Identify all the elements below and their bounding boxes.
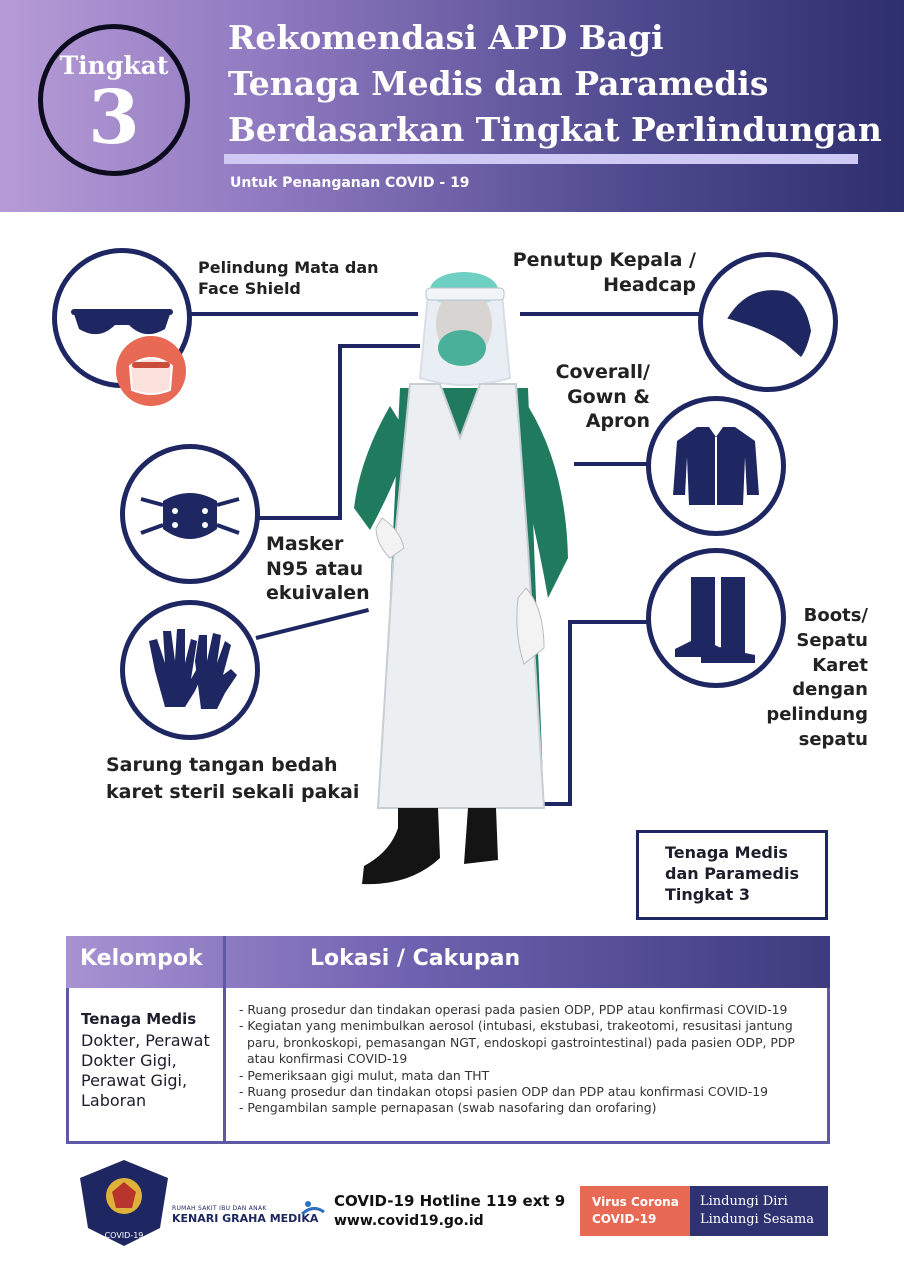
level-badge xyxy=(38,24,190,176)
title-line-2: Tenaga Medis dan Paramedis xyxy=(228,64,769,103)
location-item: - Ruang prosedur dan tindakan operasi pada pasien ODP, PDP atau konfirmasi COVID-19 xyxy=(239,1002,788,1017)
group-title: Tenaga Medis xyxy=(81,1010,197,1028)
n95-mask-icon xyxy=(125,449,255,579)
label-gloves: Sarung tangan bedah karet steril sekali pakai xyxy=(106,754,360,803)
label-gown: Coverall/ Gown & Apron xyxy=(555,361,650,433)
gloves-icon xyxy=(125,605,255,735)
campaign-badge xyxy=(580,1186,828,1236)
group-member: Perawat Gigi, xyxy=(81,1070,188,1090)
location-item: - Ruang prosedur dan tindakan otopsi pasien ODP dan PDP atau konfirmasi COVID-19 xyxy=(239,1083,769,1099)
callout-line-3: Tingkat 3 xyxy=(665,884,751,904)
hospital-name: KENARI GRAHA MEDIKA xyxy=(172,1212,319,1225)
location-list xyxy=(239,1002,825,1117)
header-banner xyxy=(0,0,904,212)
badge-slogan: Lindungi Diri Lindungi Sesama xyxy=(690,1186,828,1236)
svg-text:COVID-19: COVID-19 xyxy=(104,1231,144,1240)
hospital-mark-icon xyxy=(300,1198,326,1218)
column-header-group: Kelompok xyxy=(80,946,203,971)
label-mask: Masker N95 atau ekuivalen xyxy=(266,533,370,605)
group-member: Dokter Gigi, xyxy=(81,1050,177,1070)
table-header xyxy=(66,936,830,988)
hotline-text: COVID-19 Hotline 119 ext 9 xyxy=(334,1192,566,1210)
label-boots: Boots/ Sepatu Karet dengan pelindung sepatu xyxy=(766,605,868,751)
mask-circle xyxy=(120,444,260,584)
title-line-3: Berdasarkan Tingkat Perlindungan xyxy=(228,110,882,149)
headcap-icon xyxy=(703,257,833,387)
callout-line-1: Tenaga Medis xyxy=(665,843,788,862)
hospital-type: RUMAH SAKIT IBU DAN ANAK xyxy=(172,1205,267,1212)
location-item: - Pemeriksaan gigi mulut, mata dan THT xyxy=(239,1067,490,1083)
title-line-1: Rekomendasi APD Bagi xyxy=(228,18,664,57)
face-shield-icon xyxy=(116,336,186,406)
group-member: Laboran xyxy=(81,1090,147,1110)
callout-line-2: dan Paramedis xyxy=(665,863,799,883)
column-header-location: Lokasi / Cakupan xyxy=(310,946,521,971)
location-item: - Kegiatan yang menimbulkan aerosol (intubasi, ekstubasi, trakeotomi, resusitasi jantung paru, bronkoskopi, pemasangan NGT, endoskopi gastrointestinal) pada pasien ODP, PDP atau konfirmasi COVID-19 xyxy=(239,1018,795,1067)
location-item: - Pengambilan sample pernapasan (swab nasofaring dan orofaring) xyxy=(239,1100,657,1116)
badge-virus-corona: Virus Corona COVID-19 xyxy=(580,1186,690,1236)
gown-circle xyxy=(646,396,786,536)
task-force-emblem xyxy=(76,1158,172,1248)
group-cell xyxy=(81,1010,221,1111)
coverall-icon xyxy=(651,401,781,531)
ppe-figure xyxy=(330,268,590,898)
label-headcap: Penutup Kepala / Headcap xyxy=(512,249,696,296)
column-divider xyxy=(223,936,226,1141)
recommendation-table xyxy=(66,936,830,1144)
label-eye-protection: Pelindung Mata dan Face Shield xyxy=(198,258,379,298)
headcap-circle xyxy=(698,252,838,392)
callout-box xyxy=(636,830,828,920)
subtitle: Untuk Penanganan COVID - 19 xyxy=(230,175,470,191)
title-underline xyxy=(224,154,858,164)
gloves-circle xyxy=(120,600,260,740)
website-link[interactable]: www.covid19.go.id xyxy=(334,1213,484,1229)
group-member: Dokter, Perawat xyxy=(81,1030,210,1050)
level-word: Tingkat xyxy=(59,51,169,80)
level-number: 3 xyxy=(88,75,140,161)
